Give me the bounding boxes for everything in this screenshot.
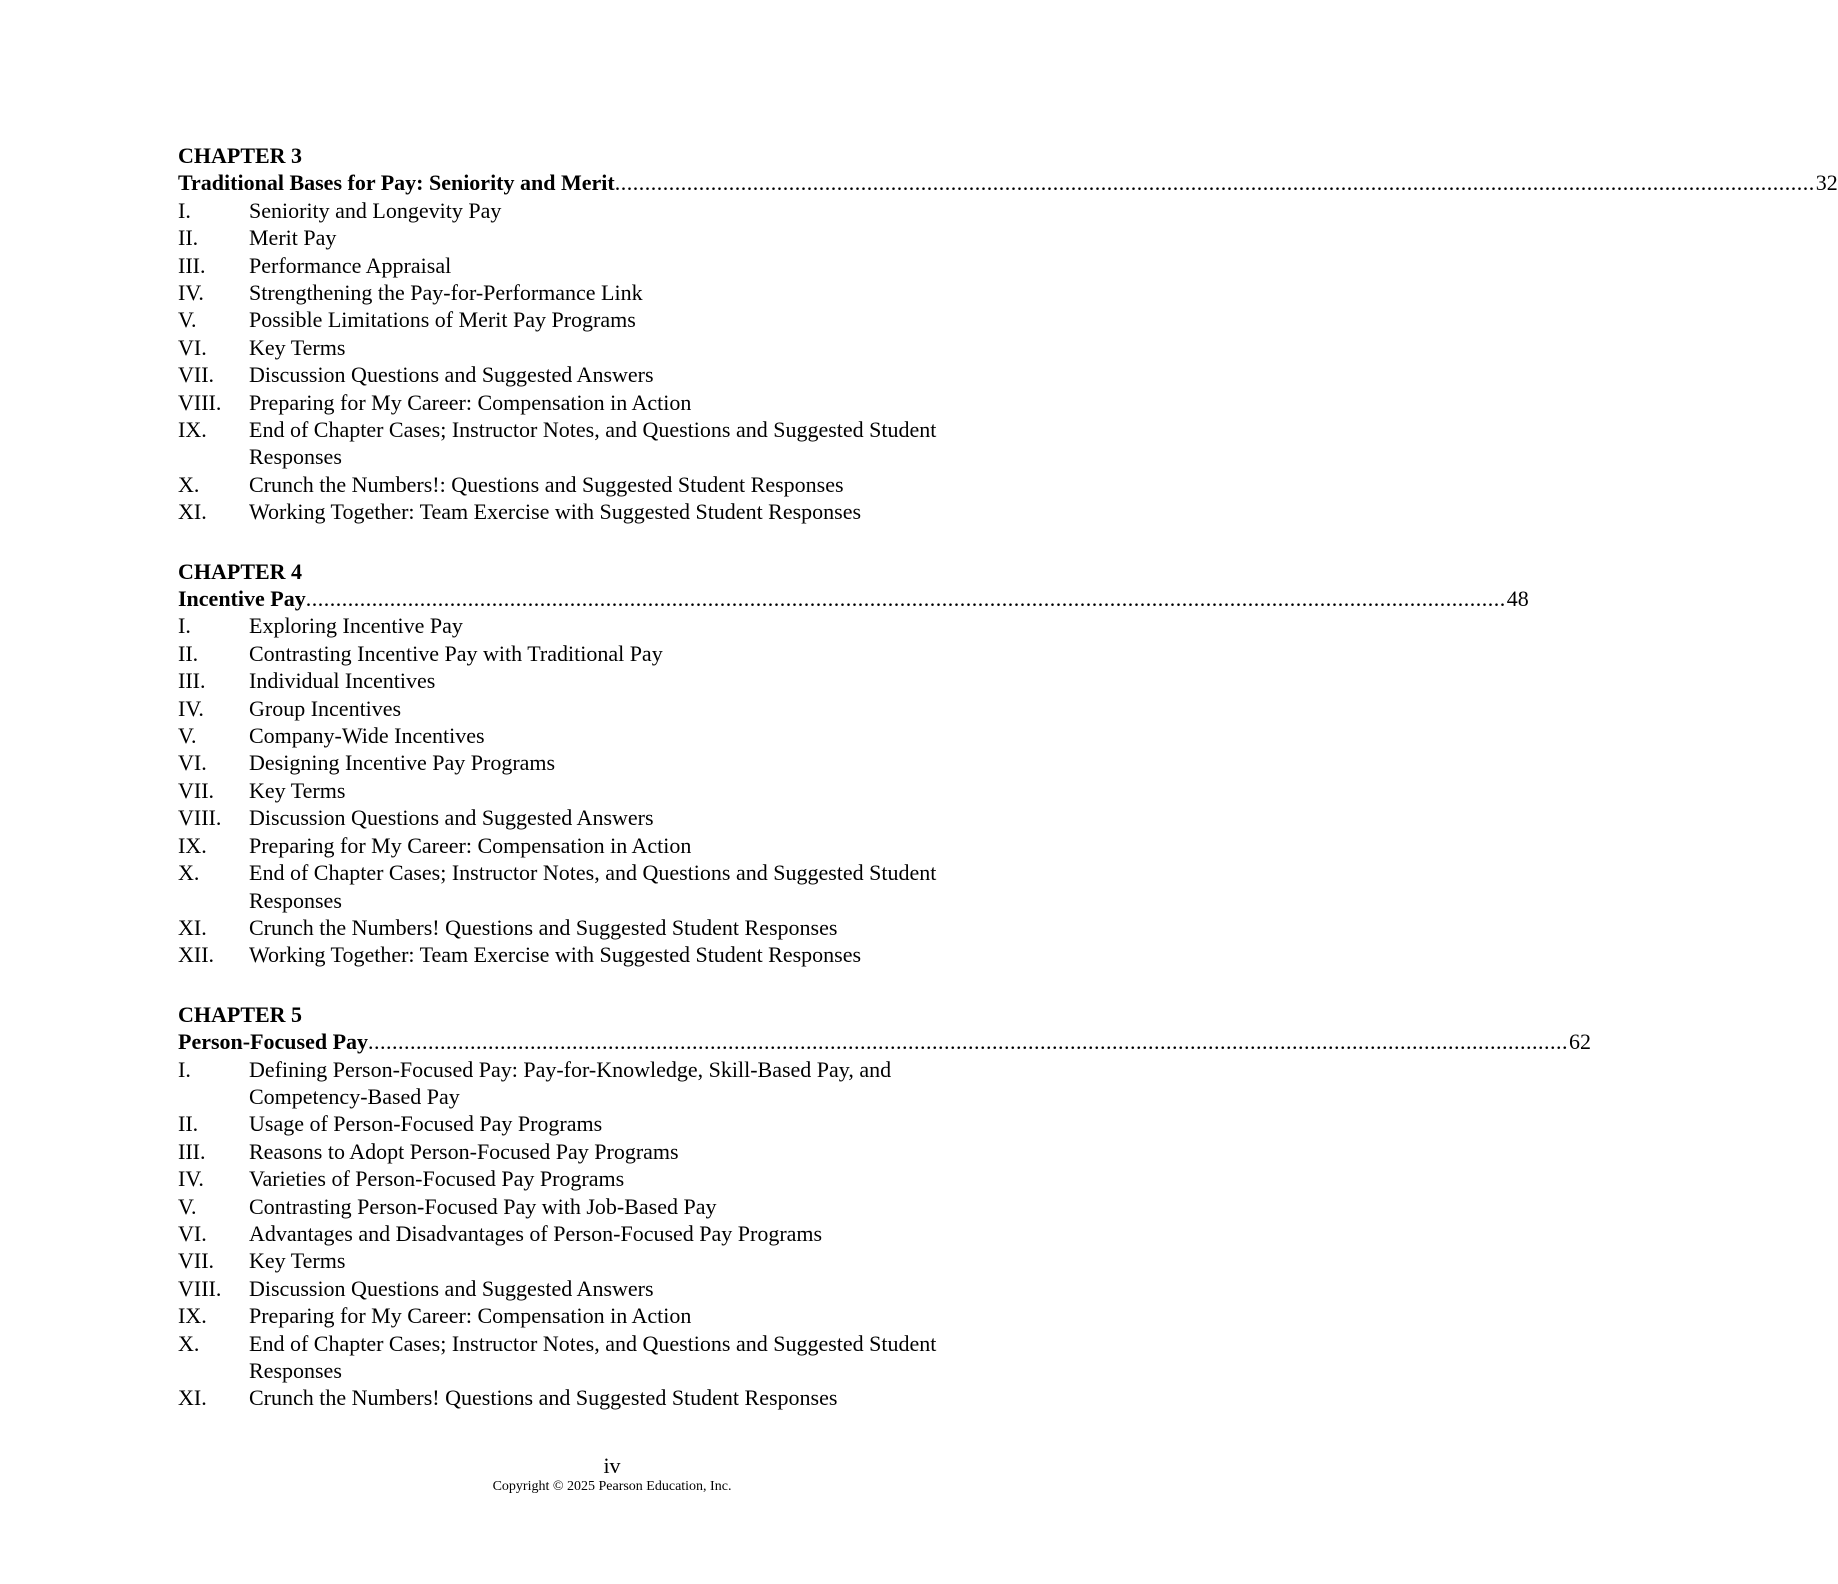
item-numeral: V.: [178, 723, 197, 749]
chapter-page-number: 62: [1569, 1029, 1592, 1055]
list-item: [178, 640, 1036, 667]
item-text: Possible Limitations of Merit Pay Programs: [249, 307, 636, 333]
list-item: [178, 279, 1036, 306]
chapter-title: Incentive Pay: [178, 586, 306, 612]
list-item: [178, 334, 1036, 361]
list-item: [178, 832, 1036, 859]
item-text: Designing Incentive Pay Programs: [249, 750, 556, 776]
chapter-page-number: 48: [1506, 586, 1529, 612]
chapter-3-section: [178, 142, 1838, 526]
list-item: [178, 914, 1036, 941]
item-numeral: IV.: [178, 280, 204, 305]
item-numeral: VI.: [178, 750, 207, 776]
item-numeral: IX.: [178, 1303, 207, 1329]
list-item: [178, 1275, 1036, 1302]
item-text: Seniority and Longevity Pay: [249, 197, 502, 223]
item-text: End of Chapter Cases; Instructor Notes, and Questions and Suggested Student Responses: [249, 860, 937, 913]
item-text: Usage of Person-Focused Pay Programs: [249, 1111, 603, 1137]
item-text: Varieties of Person-Focused Pay Programs: [249, 1166, 625, 1192]
item-text: Discussion Questions and Suggested Answers: [249, 362, 654, 388]
chapter-title: Traditional Bases for Pay: Seniority and Merit: [178, 170, 615, 196]
item-text: Individual Incentives: [249, 668, 436, 694]
item-numeral: X.: [178, 860, 200, 886]
item-text: Key Terms: [249, 777, 346, 803]
item-text: Company-Wide Incentives: [249, 723, 485, 749]
item-text: Group Incentives: [249, 695, 402, 721]
list-item: [178, 1302, 1036, 1329]
item-text: End of Chapter Cases; Instructor Notes, and Questions and Suggested Student Responses: [249, 417, 937, 470]
chapter-title-line[interactable]: [178, 1028, 1592, 1055]
chapter-label: CHAPTER 5: [178, 1001, 303, 1027]
item-text: Performance Appraisal: [249, 252, 452, 278]
item-text: Reasons to Adopt Person-Focused Pay Programs: [249, 1138, 679, 1164]
list-item: [178, 1384, 1036, 1411]
list-item: [178, 416, 1036, 471]
item-numeral: I.: [178, 1056, 191, 1082]
item-numeral: III.: [178, 252, 206, 278]
item-numeral: IX.: [178, 832, 207, 858]
list-item: [178, 306, 1036, 333]
item-numeral: IV.: [178, 1166, 204, 1192]
list-item: [178, 1110, 1036, 1137]
chapter-title: Person-Focused Pay: [178, 1029, 369, 1055]
list-item: [178, 1193, 1036, 1220]
item-numeral: V.: [178, 1193, 197, 1219]
item-text: Exploring Incentive Pay: [249, 613, 463, 639]
list-item: [178, 1056, 1036, 1111]
list-item: [178, 224, 1036, 251]
item-text: Strengthening the Pay-for-Performance Link: [249, 280, 643, 305]
item-numeral: II.: [178, 640, 199, 666]
item-numeral: VI.: [178, 334, 207, 360]
item-numeral: VII.: [178, 777, 215, 803]
list-item: [178, 361, 1036, 388]
item-numeral: III.: [178, 1138, 206, 1164]
list-item: [178, 777, 1036, 804]
item-text: Key Terms: [249, 1248, 346, 1274]
list-item: [178, 667, 1036, 694]
item-text: Preparing for My Career: Compensation in Action: [249, 832, 692, 858]
item-text: Preparing for My Career: Compensation in Action: [249, 1303, 692, 1329]
item-text: Discussion Questions and Suggested Answers: [249, 805, 654, 831]
dot-leader: ........................................................................................................................................................................................................: [614, 170, 1815, 196]
item-numeral: VII.: [178, 1248, 215, 1274]
list-item: [178, 498, 1036, 525]
copyright-notice: Copyright © 2025 Pearson Education, Inc.: [492, 1479, 732, 1494]
item-text: Discussion Questions and Suggested Answers: [249, 1275, 654, 1301]
item-numeral: VIII.: [178, 389, 222, 415]
item-numeral: XI.: [178, 1385, 207, 1411]
table-of-contents: [178, 142, 1838, 1444]
item-numeral: III.: [178, 668, 206, 694]
list-item: [178, 1138, 1036, 1165]
list-item: [178, 252, 1036, 279]
item-numeral: XI.: [178, 499, 207, 525]
item-numeral: I.: [178, 613, 191, 639]
item-numeral: VII.: [178, 362, 215, 388]
dot-leader: ........................................................................................................................................................................................................: [368, 1029, 1569, 1055]
item-text: Key Terms: [249, 334, 346, 360]
list-item: [178, 941, 1036, 968]
item-numeral: X.: [178, 471, 200, 497]
item-numeral: VIII.: [178, 805, 222, 831]
item-numeral: II.: [178, 1111, 199, 1137]
item-text: Crunch the Numbers! Questions and Suggested Student Responses: [249, 1385, 838, 1411]
item-text: Advantages and Disadvantages of Person-Focused Pay Programs: [249, 1220, 823, 1246]
item-text: Working Together: Team Exercise with Suggested Student Responses: [249, 499, 862, 525]
item-numeral: X.: [178, 1330, 200, 1356]
chapter-5-section: [178, 1001, 1592, 1412]
chapter-items: [178, 612, 1036, 968]
item-text: Crunch the Numbers! Questions and Suggested Student Responses: [249, 914, 838, 940]
item-text: End of Chapter Cases; Instructor Notes, and Questions and Suggested Student Responses: [249, 1330, 937, 1383]
item-numeral: V.: [178, 307, 197, 333]
list-item: [178, 722, 1036, 749]
list-item: [178, 695, 1036, 722]
item-numeral: VI.: [178, 1220, 207, 1246]
list-item: [178, 389, 1036, 416]
list-item: [178, 1330, 1036, 1385]
chapter-items: [178, 197, 1036, 526]
chapter-page-number: 32: [1815, 170, 1838, 196]
item-text: Defining Person-Focused Pay: Pay-for-Knowledge, Skill-Based Pay, and Competency-Based Pay: [249, 1056, 892, 1109]
list-item: [178, 859, 1036, 914]
item-text: Merit Pay: [249, 225, 337, 251]
item-numeral: XII.: [178, 942, 215, 968]
item-text: Preparing for My Career: Compensation in Action: [249, 389, 692, 415]
item-text: Crunch the Numbers!: Questions and Suggested Student Responses: [249, 471, 844, 497]
list-item: [178, 471, 1036, 498]
list-item: [178, 749, 1036, 776]
list-item: [178, 612, 1036, 639]
item-numeral: VIII.: [178, 1275, 222, 1301]
list-item: [178, 804, 1036, 831]
chapter-label: CHAPTER 3: [178, 143, 303, 168]
item-text: Contrasting Incentive Pay with Traditional Pay: [249, 640, 663, 666]
item-numeral: I.: [178, 197, 191, 223]
item-text: Contrasting Person-Focused Pay with Job-Based Pay: [249, 1193, 717, 1219]
list-item: [178, 197, 1036, 224]
item-numeral: IV.: [178, 695, 204, 721]
list-item: [178, 1220, 1036, 1247]
chapter-title-line[interactable]: [178, 169, 1838, 196]
item-numeral: IX.: [178, 417, 207, 443]
list-item: [178, 1247, 1036, 1274]
item-numeral: XI.: [178, 914, 207, 940]
page-number: iv: [603, 1453, 621, 1478]
chapter-items: [178, 1056, 1036, 1412]
dot-leader: ........................................................................................................................................................................................................: [305, 586, 1506, 612]
chapter-4-section: [178, 558, 1529, 969]
item-numeral: II.: [178, 225, 199, 251]
chapter-title-line[interactable]: [178, 585, 1529, 612]
list-item: [178, 1165, 1036, 1192]
chapter-label: CHAPTER 4: [178, 558, 303, 584]
item-text: Working Together: Team Exercise with Suggested Student Responses: [249, 942, 862, 968]
